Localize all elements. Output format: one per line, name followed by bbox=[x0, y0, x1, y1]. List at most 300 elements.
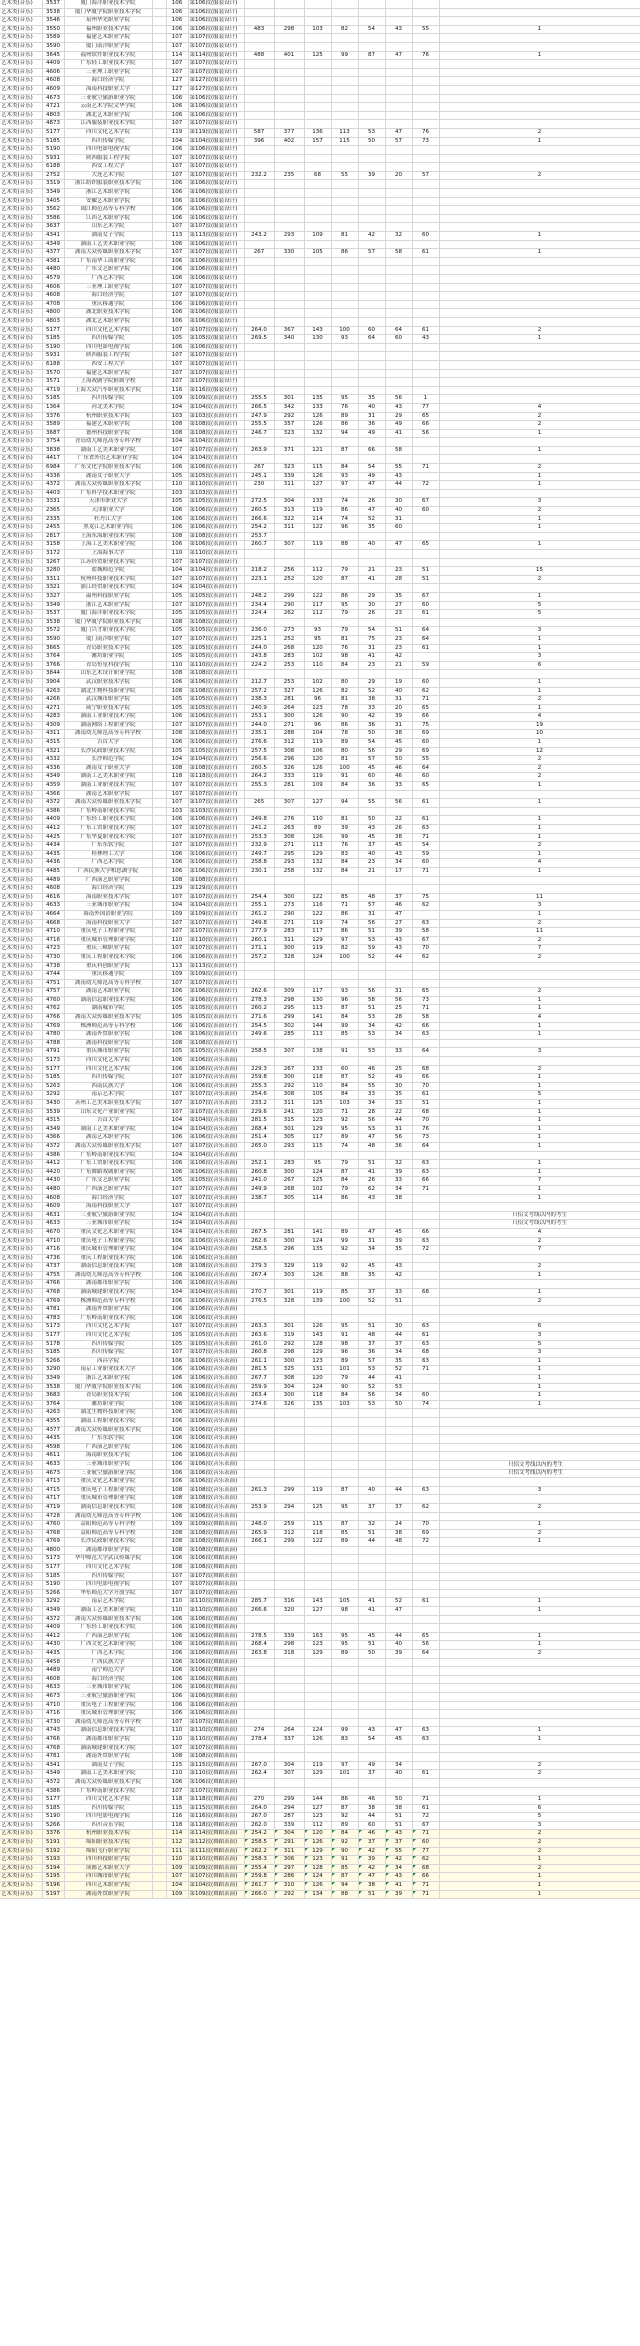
english-cell[interactable]: 23 bbox=[385, 635, 412, 644]
math-cell[interactable]: 53 bbox=[358, 1366, 385, 1375]
note-cell[interactable]: 3 bbox=[439, 653, 640, 662]
table-row[interactable] bbox=[0, 532, 640, 541]
english-cell[interactable]: 31 bbox=[385, 988, 412, 997]
rank-cell[interactable]: 54 bbox=[412, 842, 439, 851]
min-score-cell[interactable] bbox=[244, 266, 274, 275]
batch-cell[interactable]: 第106段(音乐表演) bbox=[188, 1512, 244, 1521]
table-row[interactable] bbox=[0, 1417, 640, 1426]
empty-cell[interactable] bbox=[152, 42, 166, 51]
min-score-cell[interactable] bbox=[244, 343, 274, 352]
zhuan-score-cell[interactable]: 129 bbox=[304, 1125, 331, 1134]
school-cell[interactable]: 武汉城市职业学院 bbox=[64, 696, 152, 705]
batch-cell[interactable]: 第105段(音乐表演) bbox=[188, 1332, 244, 1341]
batch-cell[interactable]: 第106段(表演设计) bbox=[188, 859, 244, 868]
english-cell[interactable]: 57 bbox=[385, 137, 412, 146]
min-score-cell[interactable]: 263.4 bbox=[244, 1392, 274, 1401]
note-cell[interactable] bbox=[439, 120, 640, 129]
table-row[interactable] bbox=[0, 1220, 640, 1229]
rank-cell[interactable]: 63 bbox=[412, 919, 439, 928]
batch-cell[interactable]: 第107段(舞蹈表演) bbox=[188, 1581, 244, 1590]
chinese-cell[interactable] bbox=[331, 979, 358, 988]
table-row[interactable] bbox=[0, 1684, 640, 1693]
english-cell[interactable]: 43 bbox=[385, 945, 412, 954]
english-cell[interactable]: 38 bbox=[385, 730, 412, 739]
school-cell[interactable]: 云南艺术学院文华学院 bbox=[64, 103, 152, 112]
rank-cell[interactable]: 65 bbox=[412, 541, 439, 550]
school-cell[interactable]: 湖南工艺美术职业学院 bbox=[64, 240, 152, 249]
zhuan-score-cell[interactable] bbox=[304, 206, 331, 215]
wen-score-cell[interactable]: 315 bbox=[274, 1117, 304, 1126]
chinese-cell[interactable]: 60 bbox=[331, 1065, 358, 1074]
chinese-cell[interactable]: 99 bbox=[331, 1022, 358, 1031]
category-cell[interactable]: 艺术类(音乐) bbox=[0, 919, 42, 928]
english-cell[interactable]: 23 bbox=[385, 610, 412, 619]
code-cell[interactable]: 5191 bbox=[42, 1839, 64, 1848]
english-cell[interactable]: 34 bbox=[385, 1761, 412, 1770]
empty-cell[interactable] bbox=[152, 627, 166, 636]
english-cell[interactable] bbox=[385, 979, 412, 988]
min-score-cell[interactable]: 254.5 bbox=[244, 1022, 274, 1031]
category-cell[interactable]: 艺术类(音乐) bbox=[0, 197, 42, 206]
math-cell[interactable]: 45 bbox=[358, 1632, 385, 1641]
min-score-cell[interactable]: 243.8 bbox=[244, 653, 274, 662]
wen-score-cell[interactable] bbox=[274, 1581, 304, 1590]
wen-score-cell[interactable] bbox=[274, 111, 304, 120]
category-cell[interactable]: 艺术类(音乐) bbox=[0, 360, 42, 369]
school-cell[interactable]: 闽江师范高等专科学校 bbox=[64, 206, 152, 215]
math-cell[interactable]: 47 bbox=[358, 481, 385, 490]
empty-cell[interactable] bbox=[152, 1495, 166, 1504]
chinese-cell[interactable]: 100 bbox=[331, 953, 358, 962]
wen-score-cell[interactable]: 318 bbox=[274, 1650, 304, 1659]
batch-cell[interactable]: 第107段(服装设计) bbox=[188, 292, 244, 301]
empty-cell[interactable] bbox=[152, 1340, 166, 1349]
empty-cell[interactable] bbox=[152, 1581, 166, 1590]
rank-cell[interactable] bbox=[412, 240, 439, 249]
plan-cell[interactable]: 107 bbox=[166, 1100, 188, 1109]
zhuan-score-cell[interactable] bbox=[304, 1057, 331, 1066]
plan-cell[interactable]: 106 bbox=[166, 1357, 188, 1366]
batch-cell[interactable]: 第107段(服装设计) bbox=[188, 42, 244, 51]
note-cell[interactable]: 1 bbox=[439, 524, 640, 533]
school-cell[interactable]: 四川传媒学院 bbox=[64, 1572, 152, 1581]
min-score-cell[interactable] bbox=[244, 1314, 274, 1323]
wen-score-cell[interactable]: 308 bbox=[274, 833, 304, 842]
plan-cell[interactable]: 127 bbox=[166, 77, 188, 86]
rank-cell[interactable]: 60 bbox=[412, 601, 439, 610]
table-row[interactable] bbox=[0, 756, 640, 765]
table-row[interactable] bbox=[0, 618, 640, 627]
math-cell[interactable] bbox=[358, 197, 385, 206]
math-cell[interactable] bbox=[358, 790, 385, 799]
min-score-cell[interactable] bbox=[244, 979, 274, 988]
batch-cell[interactable]: 第104段(表演设计) bbox=[188, 403, 244, 412]
wen-score-cell[interactable] bbox=[274, 275, 304, 284]
zhuan-score-cell[interactable] bbox=[304, 120, 331, 129]
wen-score-cell[interactable] bbox=[274, 790, 304, 799]
zhuan-score-cell[interactable] bbox=[304, 42, 331, 51]
min-score-cell[interactable]: 244.0 bbox=[244, 721, 274, 730]
school-cell[interactable]: 德州科技职业学院 bbox=[64, 429, 152, 438]
batch-cell[interactable]: 第106段(表演设计) bbox=[188, 524, 244, 533]
table-row[interactable] bbox=[0, 257, 640, 266]
math-cell[interactable] bbox=[358, 1469, 385, 1478]
school-cell[interactable]: 广东岭南职业技术学院 bbox=[64, 1787, 152, 1796]
school-cell[interactable]: 华东师范大学开放学院 bbox=[64, 1589, 152, 1598]
category-cell[interactable]: 艺术类(音乐) bbox=[0, 988, 42, 997]
table-row[interactable] bbox=[0, 885, 640, 894]
batch-cell[interactable]: 第108段(表演设计) bbox=[188, 618, 244, 627]
plan-cell[interactable]: 108 bbox=[166, 1503, 188, 1512]
note-cell[interactable] bbox=[439, 1039, 640, 1048]
school-cell[interactable]: 泉州华光职业学院 bbox=[64, 17, 152, 26]
zhuan-score-cell[interactable]: 120 bbox=[304, 756, 331, 765]
plan-cell[interactable]: 109 bbox=[166, 395, 188, 404]
table-row[interactable] bbox=[0, 1692, 640, 1701]
note-cell[interactable]: 1 bbox=[439, 515, 640, 524]
table-row[interactable] bbox=[0, 1254, 640, 1263]
empty-cell[interactable] bbox=[152, 678, 166, 687]
note-cell[interactable]: 1 bbox=[439, 825, 640, 834]
note-cell[interactable]: 1 bbox=[439, 1168, 640, 1177]
rank-cell[interactable]: 60 bbox=[412, 739, 439, 748]
rank-cell[interactable]: 71 bbox=[412, 867, 439, 876]
math-cell[interactable]: 57 bbox=[358, 902, 385, 911]
english-cell[interactable] bbox=[385, 1581, 412, 1590]
plan-cell[interactable]: 107 bbox=[166, 34, 188, 43]
english-cell[interactable]: 34 bbox=[385, 1185, 412, 1194]
table-row[interactable] bbox=[0, 481, 640, 490]
category-cell[interactable]: 艺术类(音乐) bbox=[0, 412, 42, 421]
wen-score-cell[interactable] bbox=[274, 343, 304, 352]
empty-cell[interactable] bbox=[152, 936, 166, 945]
table-row[interactable] bbox=[0, 661, 640, 670]
zhuan-score-cell[interactable]: 133 bbox=[304, 498, 331, 507]
code-cell[interactable]: 2335 bbox=[42, 515, 64, 524]
math-cell[interactable]: 53 bbox=[358, 1125, 385, 1134]
chinese-cell[interactable]: 78 bbox=[331, 730, 358, 739]
zhuan-score-cell[interactable]: 127 bbox=[304, 1607, 331, 1616]
school-cell[interactable]: 湖南工程职业技术学院 bbox=[64, 1417, 152, 1426]
wen-score-cell[interactable]: 311 bbox=[274, 481, 304, 490]
batch-cell[interactable]: 第105段(表演设计) bbox=[188, 472, 244, 481]
chinese-cell[interactable] bbox=[331, 438, 358, 447]
min-score-cell[interactable]: 488 bbox=[244, 51, 274, 60]
batch-cell[interactable]: 第108段(表演设计) bbox=[188, 421, 244, 430]
math-cell[interactable]: 55 bbox=[358, 799, 385, 808]
wen-score-cell[interactable]: 299 bbox=[274, 1796, 304, 1805]
chinese-cell[interactable] bbox=[331, 1254, 358, 1263]
category-cell[interactable]: 艺术类(音乐) bbox=[0, 1211, 42, 1220]
zhuan-score-cell[interactable] bbox=[304, 1452, 331, 1461]
plan-cell[interactable]: 107 bbox=[166, 360, 188, 369]
english-cell[interactable]: 47 bbox=[385, 1727, 412, 1736]
plan-cell[interactable]: 106 bbox=[166, 1297, 188, 1306]
english-cell[interactable]: 32 bbox=[385, 232, 412, 241]
plan-cell[interactable]: 104 bbox=[166, 1882, 188, 1891]
english-cell[interactable]: 50 bbox=[385, 756, 412, 765]
empty-cell[interactable] bbox=[152, 618, 166, 627]
math-cell[interactable]: 43 bbox=[358, 1194, 385, 1203]
zhuan-score-cell[interactable] bbox=[304, 343, 331, 352]
category-cell[interactable]: 艺术类(音乐) bbox=[0, 1392, 42, 1401]
english-cell[interactable]: 51 bbox=[385, 1813, 412, 1822]
min-score-cell[interactable]: 253.3 bbox=[244, 833, 274, 842]
math-cell[interactable]: 47 bbox=[358, 1873, 385, 1882]
category-cell[interactable]: 艺术类(音乐) bbox=[0, 782, 42, 791]
plan-cell[interactable]: 118 bbox=[166, 773, 188, 782]
english-cell[interactable]: 48 bbox=[385, 1538, 412, 1547]
category-cell[interactable]: 艺术类(音乐) bbox=[0, 1263, 42, 1272]
chinese-cell[interactable]: 94 bbox=[331, 429, 358, 438]
plan-cell[interactable]: 104 bbox=[166, 756, 188, 765]
rank-cell[interactable] bbox=[412, 1211, 439, 1220]
empty-cell[interactable] bbox=[152, 1357, 166, 1366]
code-cell[interactable]: 4766 bbox=[42, 1280, 64, 1289]
english-cell[interactable]: 64 bbox=[385, 326, 412, 335]
plan-cell[interactable]: 104 bbox=[166, 1125, 188, 1134]
english-cell[interactable] bbox=[385, 0, 412, 8]
english-cell[interactable] bbox=[385, 214, 412, 223]
zhuan-score-cell[interactable] bbox=[304, 214, 331, 223]
chinese-cell[interactable]: 115 bbox=[331, 137, 358, 146]
wen-score-cell[interactable]: 271 bbox=[274, 842, 304, 851]
wen-score-cell[interactable] bbox=[274, 154, 304, 163]
code-cell[interactable]: 3376 bbox=[42, 1830, 64, 1839]
empty-cell[interactable] bbox=[152, 704, 166, 713]
plan-cell[interactable]: 106 bbox=[166, 1082, 188, 1091]
table-row[interactable] bbox=[0, 971, 640, 980]
note-cell[interactable] bbox=[439, 1409, 640, 1418]
note-cell[interactable] bbox=[439, 1787, 640, 1796]
note-cell[interactable] bbox=[439, 1057, 640, 1066]
table-row[interactable] bbox=[0, 1873, 640, 1882]
english-cell[interactable]: 45 bbox=[385, 1735, 412, 1744]
batch-cell[interactable]: 第106段(表演设计) bbox=[188, 541, 244, 550]
min-score-cell[interactable]: 267 bbox=[244, 249, 274, 258]
code-cell[interactable]: 4409 bbox=[42, 60, 64, 69]
math-cell[interactable]: 75 bbox=[358, 635, 385, 644]
zhuan-score-cell[interactable]: 125 bbox=[304, 51, 331, 60]
chinese-cell[interactable] bbox=[331, 120, 358, 129]
empty-cell[interactable] bbox=[152, 885, 166, 894]
wen-score-cell[interactable] bbox=[274, 1211, 304, 1220]
batch-cell[interactable]: 第107段(表演设计) bbox=[188, 635, 244, 644]
table-row[interactable] bbox=[0, 171, 640, 180]
min-score-cell[interactable]: 262.6 bbox=[244, 1237, 274, 1246]
batch-cell[interactable]: 第106段(音乐表演) bbox=[188, 1280, 244, 1289]
english-cell[interactable] bbox=[385, 343, 412, 352]
min-score-cell[interactable] bbox=[244, 1203, 274, 1212]
zhuan-score-cell[interactable]: 129 bbox=[304, 936, 331, 945]
school-cell[interactable]: 西安工程大学 bbox=[64, 163, 152, 172]
min-score-cell[interactable] bbox=[244, 962, 274, 971]
chinese-cell[interactable] bbox=[331, 618, 358, 627]
empty-cell[interactable] bbox=[152, 1692, 166, 1701]
code-cell[interactable]: 4341 bbox=[42, 232, 64, 241]
code-cell[interactable]: 4609 bbox=[42, 85, 64, 94]
table-row[interactable] bbox=[0, 1581, 640, 1590]
english-cell[interactable]: 56 bbox=[385, 799, 412, 808]
zhuan-score-cell[interactable]: 119 bbox=[304, 1263, 331, 1272]
zhuan-score-cell[interactable]: 135 bbox=[304, 1400, 331, 1409]
rank-cell[interactable] bbox=[412, 1658, 439, 1667]
code-cell[interactable]: 4372 bbox=[42, 481, 64, 490]
code-cell[interactable]: 5185 bbox=[42, 137, 64, 146]
wen-score-cell[interactable]: 293 bbox=[274, 859, 304, 868]
school-cell[interactable]: 青岛职业技术学院 bbox=[64, 644, 152, 653]
zhuan-score-cell[interactable] bbox=[304, 1701, 331, 1710]
chinese-cell[interactable]: 84 bbox=[331, 1014, 358, 1023]
zhuan-score-cell[interactable]: 143 bbox=[304, 326, 331, 335]
category-cell[interactable]: 艺术类(音乐) bbox=[0, 1813, 42, 1822]
category-cell[interactable]: 艺术类(音乐) bbox=[0, 541, 42, 550]
math-cell[interactable]: 48 bbox=[358, 1332, 385, 1341]
zhuan-score-cell[interactable] bbox=[304, 1203, 331, 1212]
zhuan-score-cell[interactable] bbox=[304, 876, 331, 885]
plan-cell[interactable]: 106 bbox=[166, 0, 188, 8]
table-row[interactable] bbox=[0, 1521, 640, 1530]
category-cell[interactable]: 艺术类(音乐) bbox=[0, 627, 42, 636]
code-cell[interactable]: 3590 bbox=[42, 42, 64, 51]
english-cell[interactable] bbox=[385, 146, 412, 155]
batch-cell[interactable]: 第109段(表演设计) bbox=[188, 910, 244, 919]
chinese-cell[interactable]: 93 bbox=[331, 472, 358, 481]
table-row[interactable] bbox=[0, 111, 640, 120]
min-score-cell[interactable]: 245.1 bbox=[244, 472, 274, 481]
math-cell[interactable]: 52 bbox=[358, 1297, 385, 1306]
zhuan-score-cell[interactable]: 124 bbox=[304, 1873, 331, 1882]
category-cell[interactable]: 艺术类(音乐) bbox=[0, 1650, 42, 1659]
chinese-cell[interactable] bbox=[331, 1280, 358, 1289]
table-row[interactable] bbox=[0, 1246, 640, 1255]
wen-score-cell[interactable]: 288 bbox=[274, 730, 304, 739]
table-row[interactable] bbox=[0, 945, 640, 954]
note-cell[interactable]: 1 bbox=[439, 51, 640, 60]
min-score-cell[interactable] bbox=[244, 1589, 274, 1598]
rank-cell[interactable]: 61 bbox=[412, 610, 439, 619]
english-cell[interactable] bbox=[385, 1495, 412, 1504]
batch-cell[interactable]: 第107段(表演设计) bbox=[188, 782, 244, 791]
school-cell[interactable]: 桂林理工大学 bbox=[64, 850, 152, 859]
batch-cell[interactable]: 第108段(舞蹈表演) bbox=[188, 1564, 244, 1573]
chinese-cell[interactable]: 100 bbox=[331, 326, 358, 335]
plan-cell[interactable]: 106 bbox=[166, 859, 188, 868]
category-cell[interactable]: 艺术类(音乐) bbox=[0, 790, 42, 799]
english-cell[interactable]: 47 bbox=[385, 128, 412, 137]
note-cell[interactable]: 3 bbox=[439, 498, 640, 507]
math-cell[interactable]: 50 bbox=[358, 730, 385, 739]
plan-cell[interactable]: 106 bbox=[166, 1375, 188, 1384]
category-cell[interactable]: 艺术类(音乐) bbox=[0, 1469, 42, 1478]
min-score-cell[interactable] bbox=[244, 309, 274, 318]
school-cell[interactable]: 湖南网络工程职业学院 bbox=[64, 721, 152, 730]
batch-cell[interactable]: 第108段(表演设计) bbox=[188, 532, 244, 541]
category-cell[interactable]: 艺术类(音乐) bbox=[0, 206, 42, 215]
english-cell[interactable]: 44 bbox=[385, 1117, 412, 1126]
plan-cell[interactable]: 108 bbox=[166, 764, 188, 773]
min-score-cell[interactable] bbox=[244, 1512, 274, 1521]
chinese-cell[interactable] bbox=[331, 214, 358, 223]
chinese-cell[interactable]: 84 bbox=[331, 867, 358, 876]
empty-cell[interactable] bbox=[152, 77, 166, 86]
rank-cell[interactable] bbox=[412, 1057, 439, 1066]
plan-cell[interactable]: 106 bbox=[166, 1692, 188, 1701]
english-cell[interactable]: 37 bbox=[385, 893, 412, 902]
rank-cell[interactable]: 65 bbox=[412, 412, 439, 421]
table-row[interactable] bbox=[0, 893, 640, 902]
empty-cell[interactable] bbox=[152, 171, 166, 180]
zhuan-score-cell[interactable] bbox=[304, 386, 331, 395]
batch-cell[interactable]: 第106段(服装设计) bbox=[188, 8, 244, 17]
math-cell[interactable]: 35 bbox=[358, 1271, 385, 1280]
wen-score-cell[interactable] bbox=[274, 1615, 304, 1624]
category-cell[interactable]: 艺术类(音乐) bbox=[0, 532, 42, 541]
code-cell[interactable]: 5190 bbox=[42, 146, 64, 155]
code-cell[interactable]: 3838 bbox=[42, 446, 64, 455]
math-cell[interactable]: 26 bbox=[358, 1177, 385, 1186]
table-row[interactable] bbox=[0, 197, 640, 206]
math-cell[interactable] bbox=[358, 532, 385, 541]
english-cell[interactable]: 52 bbox=[385, 1598, 412, 1607]
category-cell[interactable]: 艺术类(音乐) bbox=[0, 550, 42, 559]
empty-cell[interactable] bbox=[152, 867, 166, 876]
school-cell[interactable]: 湖南艺术职业学院 bbox=[64, 988, 152, 997]
plan-cell[interactable]: 107 bbox=[166, 1744, 188, 1753]
math-cell[interactable]: 46 bbox=[358, 1830, 385, 1839]
min-score-cell[interactable] bbox=[244, 790, 274, 799]
note-cell[interactable] bbox=[439, 1624, 640, 1633]
category-cell[interactable]: 艺术类(音乐) bbox=[0, 1856, 42, 1865]
rank-cell[interactable] bbox=[412, 670, 439, 679]
english-cell[interactable] bbox=[385, 532, 412, 541]
school-cell[interactable]: 广东文艺职业学院 bbox=[64, 266, 152, 275]
chinese-cell[interactable] bbox=[331, 962, 358, 971]
code-cell[interactable]: 4664 bbox=[42, 910, 64, 919]
rank-cell[interactable]: 69 bbox=[412, 730, 439, 739]
code-cell[interactable]: 3331 bbox=[42, 498, 64, 507]
code-cell[interactable]: 4349 bbox=[42, 773, 64, 782]
category-cell[interactable]: 艺术类(音乐) bbox=[0, 1332, 42, 1341]
empty-cell[interactable] bbox=[152, 146, 166, 155]
english-cell[interactable] bbox=[385, 1667, 412, 1676]
min-score-cell[interactable]: 266.6 bbox=[244, 515, 274, 524]
min-score-cell[interactable] bbox=[244, 257, 274, 266]
empty-cell[interactable] bbox=[152, 1228, 166, 1237]
chinese-cell[interactable]: 84 bbox=[331, 859, 358, 868]
category-cell[interactable]: 艺术类(音乐) bbox=[0, 661, 42, 670]
empty-cell[interactable] bbox=[152, 1349, 166, 1358]
zhuan-score-cell[interactable] bbox=[304, 85, 331, 94]
note-cell[interactable] bbox=[439, 154, 640, 163]
rank-cell[interactable]: 51 bbox=[412, 567, 439, 576]
min-score-cell[interactable]: 233.2 bbox=[244, 1100, 274, 1109]
min-score-cell[interactable] bbox=[244, 146, 274, 155]
english-cell[interactable]: 19 bbox=[385, 678, 412, 687]
math-cell[interactable] bbox=[358, 971, 385, 980]
table-row[interactable] bbox=[0, 739, 640, 748]
english-cell[interactable] bbox=[385, 1658, 412, 1667]
min-score-cell[interactable]: 254.2 bbox=[244, 524, 274, 533]
note-cell[interactable] bbox=[439, 85, 640, 94]
min-score-cell[interactable] bbox=[244, 1057, 274, 1066]
rank-cell[interactable]: 68 bbox=[412, 1108, 439, 1117]
empty-cell[interactable] bbox=[152, 1194, 166, 1203]
min-score-cell[interactable]: 278.3 bbox=[244, 996, 274, 1005]
empty-cell[interactable] bbox=[152, 257, 166, 266]
wen-score-cell[interactable] bbox=[274, 618, 304, 627]
table-row[interactable] bbox=[0, 1675, 640, 1684]
